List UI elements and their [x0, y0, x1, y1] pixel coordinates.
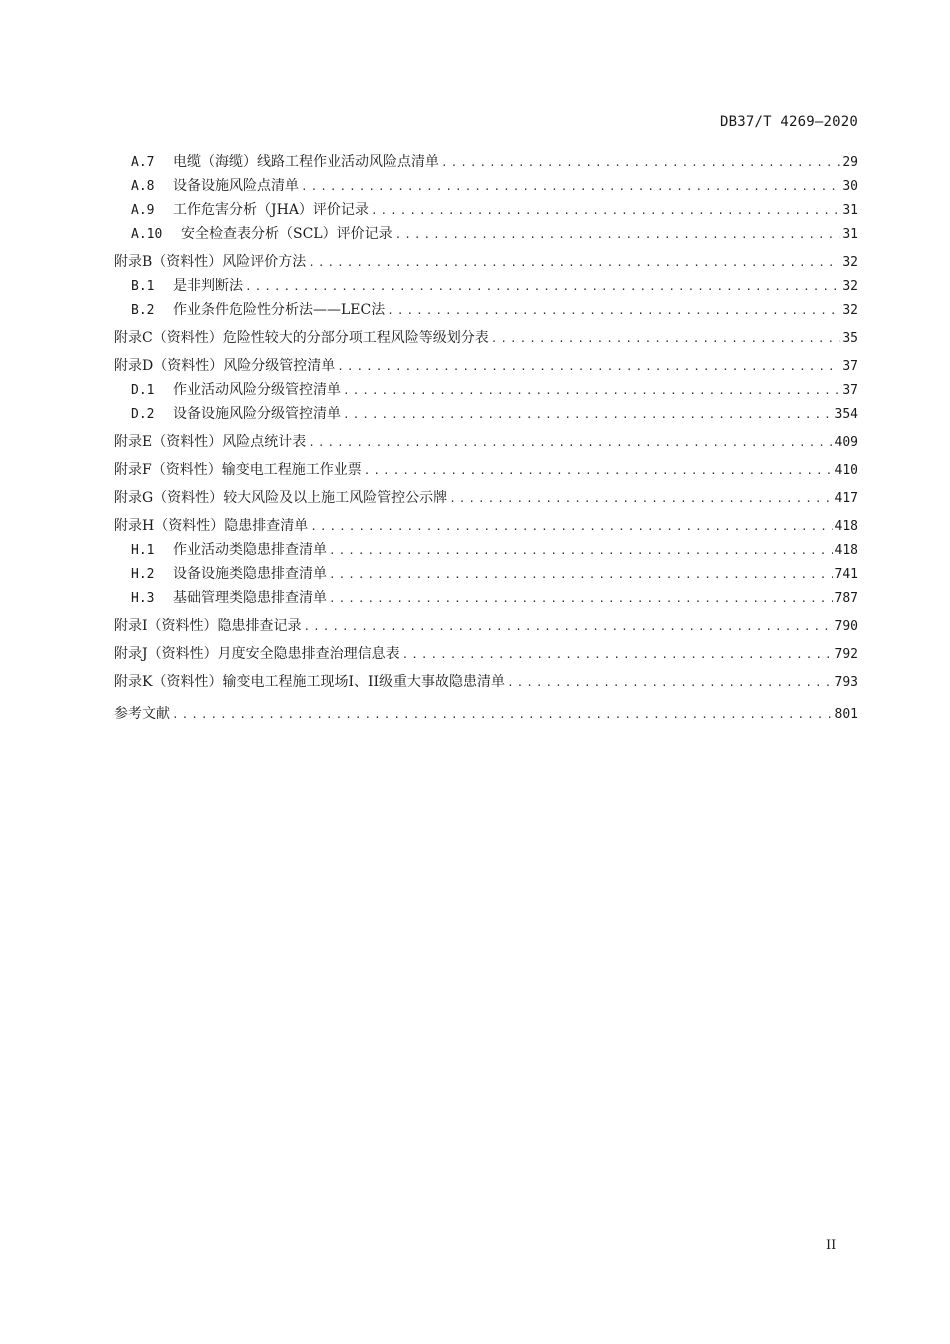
toc-appendix-label: 附录B（资料性） — [114, 254, 223, 270]
toc-entry-title: 隐患排查清单 — [224, 518, 309, 534]
toc-entry-title: 危险性较大的分部分项工程风险等级划分表 — [222, 330, 489, 346]
dot-leader — [304, 615, 833, 639]
toc-entry-title: 工作危害分析（JHA）评价记录 — [173, 202, 369, 218]
dot-leader — [371, 199, 840, 223]
dot-leader — [308, 251, 840, 275]
toc-entry[interactable] — [114, 614, 858, 638]
toc-entry-title: 作业活动风险分级管控清单 — [173, 382, 341, 398]
toc-page-number: 790 — [834, 619, 858, 634]
dot-leader — [329, 539, 833, 563]
toc-entry-number: A.7 — [131, 155, 155, 170]
toc-entry-number: B.2 — [131, 303, 155, 318]
toc-entry-title: 风险评价方法 — [222, 254, 307, 270]
toc-entry[interactable] — [114, 486, 858, 510]
dot-leader — [441, 151, 840, 175]
toc-entry-title: 设备设施风险点清单 — [173, 178, 299, 194]
toc-entry-title: 设备设施风险分级管控清单 — [173, 406, 341, 422]
dot-leader — [301, 175, 840, 199]
toc-entry-number: A.9 — [131, 203, 155, 218]
toc-entry-number: H.3 — [131, 591, 155, 606]
toc-entry[interactable] — [114, 702, 858, 726]
dot-leader — [364, 459, 833, 483]
toc-page-number: 801 — [834, 707, 858, 722]
toc-page-number: 35 — [842, 331, 858, 346]
toc-page-number: 410 — [834, 463, 858, 478]
dot-leader — [343, 379, 840, 403]
toc-appendix-label: 附录K（资料性） — [114, 674, 223, 690]
toc-entry-number: A.8 — [131, 179, 155, 194]
toc-entry[interactable] — [114, 670, 858, 694]
dot-leader — [245, 275, 840, 299]
toc-entry-title: 参考文献 — [114, 706, 170, 722]
toc-page-number: 418 — [834, 543, 858, 558]
toc-entry-title: 隐患排查记录 — [217, 618, 302, 634]
toc-entry-title: 月度安全隐患排查治理信息表 — [217, 646, 400, 662]
toc-page-number: 29 — [842, 155, 858, 170]
toc-entry[interactable] — [114, 586, 858, 610]
toc-entry[interactable] — [114, 274, 858, 298]
toc-appendix-label: 附录I（资料性） — [114, 618, 218, 634]
toc-entry[interactable] — [114, 298, 858, 322]
table-of-contents — [114, 150, 858, 726]
toc-page-number: 30 — [842, 179, 858, 194]
toc-entry-title: 是非判断法 — [173, 278, 243, 294]
toc-entry[interactable] — [114, 326, 858, 350]
toc-page-number: 417 — [834, 491, 858, 506]
toc-page-number: 741 — [834, 567, 858, 582]
toc-entry-title: 基础管理类隐患排查清单 — [173, 590, 327, 606]
toc-entry-title: 作业活动类隐患排查清单 — [173, 542, 327, 558]
toc-page-number: 354 — [834, 407, 858, 422]
toc-entry-title: 较大风险及以上施工风险管控公示牌 — [223, 490, 448, 506]
toc-entry[interactable] — [114, 538, 858, 562]
toc-entry-number: A.10 — [131, 227, 163, 242]
toc-page-number: 32 — [842, 279, 858, 294]
dot-leader — [172, 703, 833, 727]
toc-entry[interactable] — [114, 222, 858, 246]
dot-leader — [329, 587, 833, 611]
toc-entry-number: D.2 — [131, 407, 155, 422]
toc-entry[interactable] — [114, 402, 858, 426]
toc-entry[interactable] — [114, 250, 858, 274]
toc-appendix-label: 附录C（资料性） — [114, 330, 223, 346]
toc-page-number: 31 — [842, 203, 858, 218]
document-code: DB37/T 4269—2020 — [719, 114, 858, 130]
toc-entry-title: 作业条件危险性分析法——LEC法 — [173, 302, 386, 318]
dot-leader — [402, 643, 833, 667]
toc-entry-number: H.1 — [131, 543, 155, 558]
toc-page-number: 793 — [834, 675, 858, 690]
toc-entry[interactable] — [114, 642, 858, 666]
toc-entry[interactable] — [114, 430, 858, 454]
dot-leader — [387, 299, 840, 323]
toc-entry-title: 电缆（海缆）线路工程作业活动风险点清单 — [173, 154, 439, 170]
toc-entry[interactable] — [114, 354, 858, 378]
toc-entry-title: 安全检查表分析（SCL）评价记录 — [181, 226, 393, 242]
dot-leader — [491, 327, 841, 351]
toc-page-number: 792 — [834, 647, 858, 662]
dot-leader — [395, 223, 841, 247]
toc-entry-number: D.1 — [131, 383, 155, 398]
toc-entry-title: 风险分级管控清单 — [223, 358, 336, 374]
toc-entry[interactable] — [114, 174, 858, 198]
toc-entry[interactable] — [114, 458, 858, 482]
toc-entry[interactable] — [114, 150, 858, 174]
toc-appendix-label: 附录J（资料性） — [114, 646, 218, 662]
dot-leader — [308, 431, 832, 455]
toc-appendix-label: 附录G（资料性） — [114, 490, 224, 506]
dot-leader — [507, 671, 832, 695]
toc-appendix-label: 附录F（资料性） — [114, 462, 222, 478]
toc-appendix-label: 附录E（资料性） — [114, 434, 223, 450]
toc-page-number: 37 — [842, 383, 858, 398]
toc-entry[interactable] — [114, 562, 858, 586]
toc-entry-title: 输变电工程施工现场I、II级重大事故隐患清单 — [222, 674, 506, 690]
toc-appendix-label: 附录H（资料性） — [114, 518, 225, 534]
toc-entry-title: 输变电工程施工作业票 — [221, 462, 362, 478]
dot-leader — [337, 355, 840, 379]
toc-page-number: 787 — [834, 591, 858, 606]
toc-entry[interactable] — [114, 378, 858, 402]
dot-leader — [449, 487, 832, 511]
toc-page-number: 409 — [834, 435, 858, 450]
toc-page-number: 418 — [834, 519, 858, 534]
toc-entry-number: H.2 — [131, 567, 155, 582]
toc-entry-title: 风险点统计表 — [222, 434, 307, 450]
toc-entry[interactable] — [114, 198, 858, 222]
toc-entry-number: B.1 — [131, 279, 155, 294]
toc-page-number: 32 — [842, 303, 858, 318]
dot-leader — [310, 515, 832, 539]
toc-entry[interactable] — [114, 514, 858, 538]
page-folio: II — [826, 1238, 837, 1253]
toc-page-number: 32 — [842, 255, 858, 270]
toc-page-number: 31 — [842, 227, 858, 242]
toc-entry-title: 设备设施类隐患排查清单 — [173, 566, 327, 582]
toc-page-number: 37 — [842, 359, 858, 374]
dot-leader — [343, 403, 833, 427]
dot-leader — [329, 563, 833, 587]
toc-appendix-label: 附录D（资料性） — [114, 358, 224, 374]
